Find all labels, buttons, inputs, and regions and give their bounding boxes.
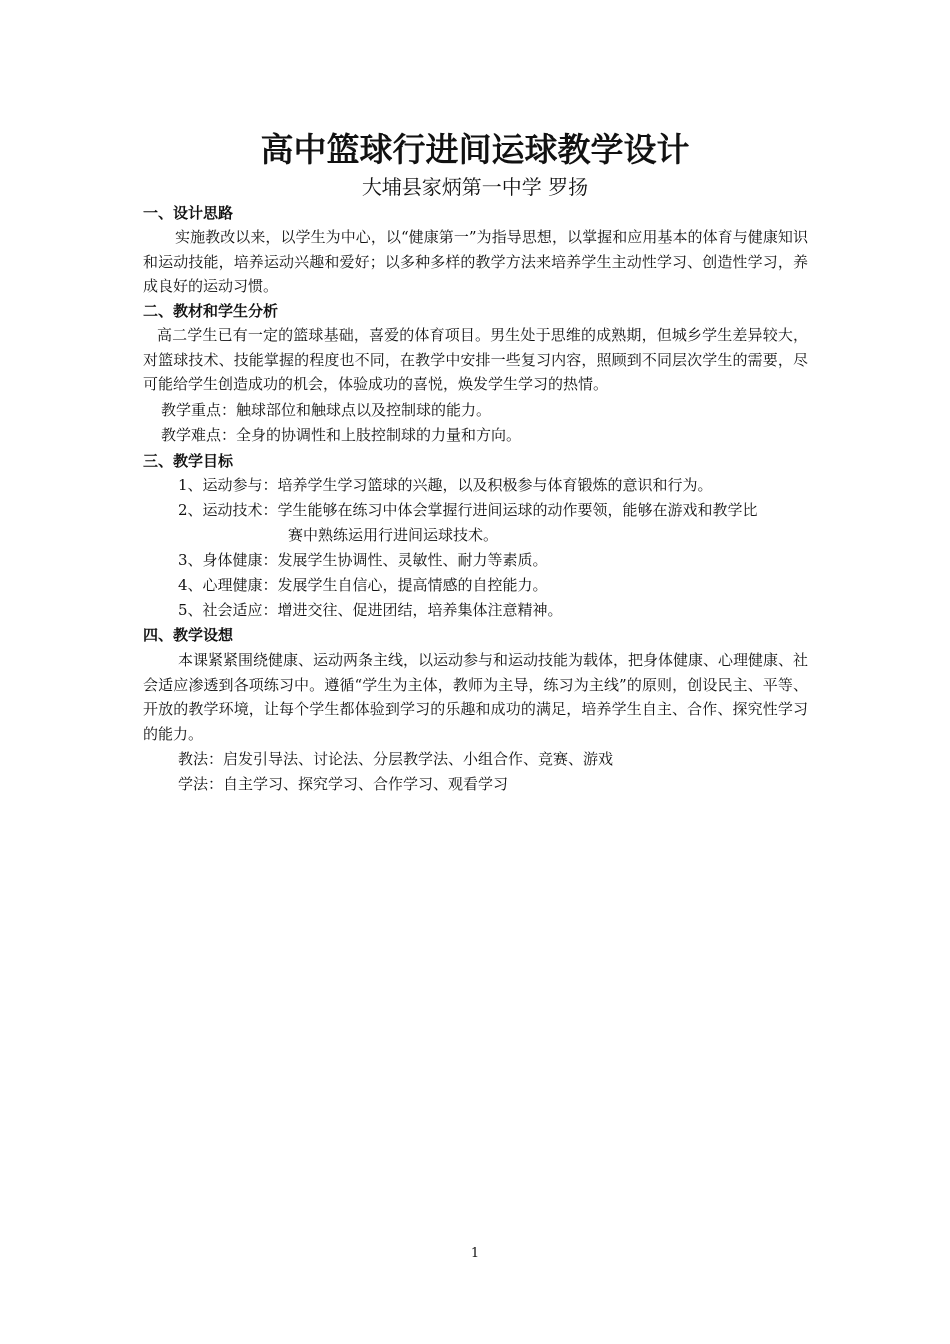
teaching-difficulty: 教学难点：全身的协调性和上肢控制球的力量和方向。 — [161, 426, 522, 444]
goal-item-continuation: 赛中熟练运用行进间运球技术。 — [288, 526, 499, 544]
section-paragraph-material-analysis: 高二学生已有一定的篮球基础，喜爱的体育项目。男生处于思维的成熟期，但城乡学生差异较大，对篮球技术、技能掌握的程度也不同，在教学中安排一些复习内容，照顾到不同层次学生的需要，尽可能给学生创造成功的机会，体验成功的喜悦，焕发学生学习的热情。 — [143, 326, 808, 393]
teaching-methods: 教法：启发引导法、讨论法、分层教学法、小组合作、竞赛、游戏 — [178, 750, 614, 768]
goal-item: 5、社会适应：增进交往、促进团结，培养集体注意精神。 — [178, 601, 563, 619]
teaching-key-point: 教学重点：触球部位和触球点以及控制球的能力。 — [161, 401, 492, 419]
learning-methods: 学法：自主学习、探究学习、合作学习、观看学习 — [178, 775, 509, 793]
document-title: 高中篮球行进间运球教学设计 — [260, 130, 690, 169]
section-paragraph-teaching-plan: 本课紧紧围绕健康、运动两条主线，以运动参与和运动技能为载体，把身体健康、心理健康、社会适应渗透到各项练习中。遵循“学生为主体，教师为主导，练习为主线”的原则，创设民主、平等、开放的教学环境，让每个学生都体验到学习的乐趣和成功的满足，培养学生自主、合作、探究性学习的能力。 — [143, 651, 809, 743]
goal-item: 3、身体健康：发展学生协调性、灵敏性、耐力等素质。 — [178, 551, 548, 569]
section-heading-teaching-plan: 四、教学设想 — [143, 626, 234, 644]
document-author: 大埔县家炳第一中学 罗扬 — [361, 175, 589, 199]
section-heading-teaching-goals: 三、教学目标 — [143, 452, 234, 470]
page-number: 1 — [470, 1246, 480, 1261]
section-heading-design-idea: 一、设计思路 — [143, 204, 234, 222]
goal-item: 2、运动技术：学生能够在练习中体会掌握行进间运球的动作要领，能够在游戏和教学比 — [178, 501, 758, 519]
section-paragraph-design-idea: 实施教改以来，以学生为中心，以“健康第一”为指导思想，以掌握和应用基本的体育与健康知识和运动技能，培养运动兴趣和爱好；以多种多样的教学方法来培养学生主动性学习、创造性学习，养成良好的运动习惯。 — [143, 228, 808, 295]
section-heading-material-analysis: 二、教材和学生分析 — [143, 302, 279, 320]
goal-item: 1、运动参与：培养学生学习篮球的兴趣，以及积极参与体育锻炼的意识和行为。 — [178, 476, 713, 494]
goal-item: 4、心理健康：发展学生自信心，提高情感的自控能力。 — [178, 576, 548, 594]
